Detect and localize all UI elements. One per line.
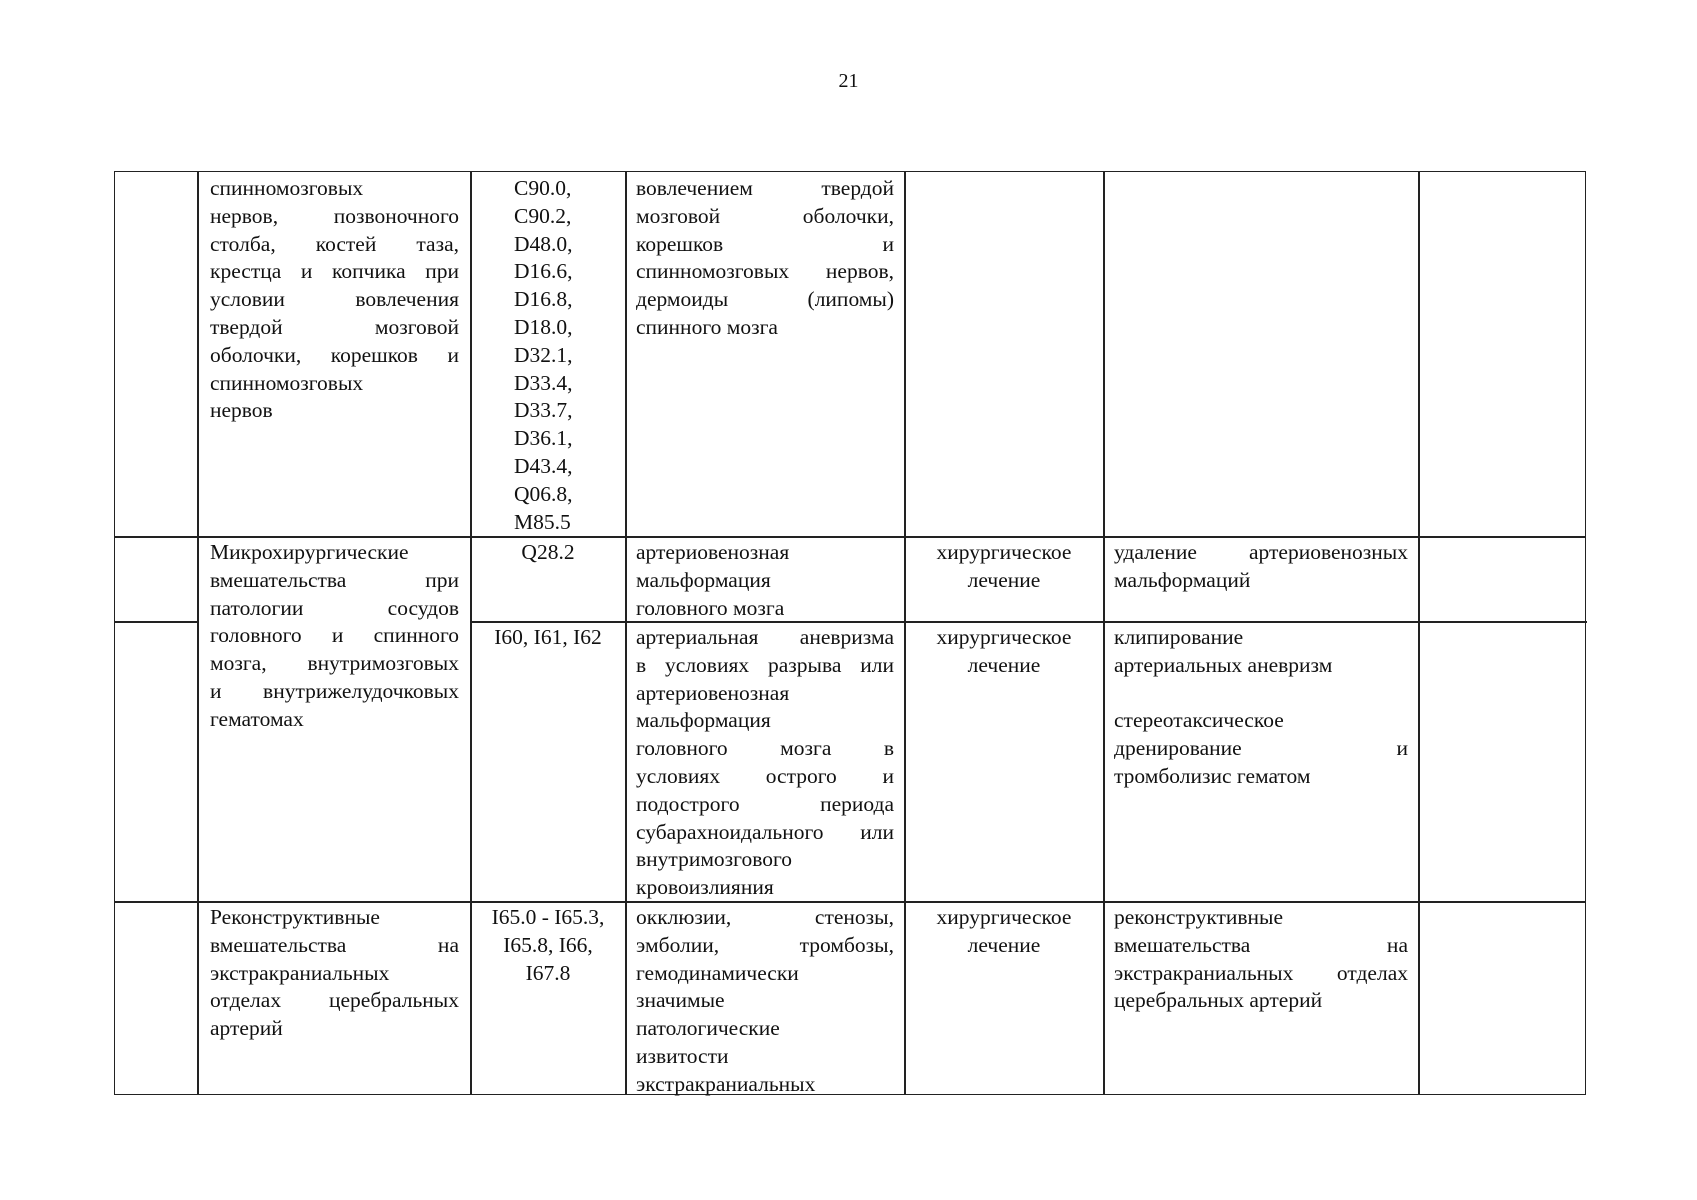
treatment-method-cell: [1114, 904, 1408, 1015]
text-line: вовлечением твердой: [636, 176, 894, 200]
text-line: I67.8: [525, 960, 571, 985]
text-line: головного мозга: [636, 595, 785, 620]
text-line: артериовенозная: [636, 540, 790, 564]
text-line: хирургическое: [936, 540, 1072, 564]
text-line: хирургическое: [936, 625, 1072, 649]
spacer: [1114, 680, 1408, 708]
text-line: условиях острого и: [636, 763, 894, 788]
text-line: субарахноидального или: [636, 819, 894, 844]
text-line: экстракраниальных: [636, 1071, 816, 1096]
text-line: D36.1,: [514, 426, 573, 451]
text-line: корешков и: [636, 231, 894, 256]
treatment-area-cell: [210, 904, 459, 1043]
text-line: экстракраниальных отделах: [1114, 960, 1408, 985]
text-line: внутримозгового: [636, 847, 792, 872]
text-line: значимые: [636, 988, 725, 1013]
text-line: вмешательства при: [210, 567, 459, 592]
text-line: M85.5: [514, 509, 571, 534]
text-line: D18.0,: [514, 314, 573, 339]
text-line: головного мозга в: [636, 736, 894, 761]
icd-codes-cell: [473, 624, 623, 652]
text-line: C90.2,: [514, 203, 572, 228]
text-line: экстракраниальных: [210, 960, 390, 985]
text-line: твердой мозговой: [210, 314, 459, 339]
text-line: D43.4,: [514, 453, 573, 478]
text-line: I65.8, I66,: [503, 932, 593, 957]
text-line: столба, костей таза,: [210, 231, 459, 256]
text-line: I65.0 - I65.3,: [491, 905, 605, 929]
text-line: нервов, позвоночного: [210, 203, 459, 228]
text-line: D16.8,: [514, 287, 573, 312]
text-line: артериовенозная: [636, 680, 790, 705]
text-line: спинномозговых: [210, 370, 364, 395]
text-line: стереотаксическое: [1114, 708, 1284, 733]
text-line: хирургическое: [936, 905, 1072, 929]
text-line: C90.0,: [514, 176, 572, 200]
treatment-method-cell: [1114, 539, 1408, 595]
text-line: клипирование: [1114, 625, 1244, 649]
text-line: головного и спинного: [210, 623, 459, 648]
text-line: подострого периода: [636, 791, 894, 816]
icd-codes-cell: [514, 175, 614, 536]
text-line: Q06.8,: [514, 481, 573, 506]
text-line: спинномозговых нервов,: [636, 259, 894, 284]
text-line: патологические: [636, 1016, 780, 1041]
text-line: вмешательства на: [210, 932, 459, 957]
page-number: 21: [838, 70, 859, 92]
text-line: в условиях разрыва или: [636, 652, 894, 677]
treatment-method-block: [1114, 707, 1408, 790]
treatment-type-cell: [907, 539, 1101, 595]
treatment-area-cell: [210, 539, 459, 734]
col-divider: [1418, 172, 1420, 1094]
text-line: лечение: [967, 567, 1041, 592]
text-line: D33.7,: [514, 398, 573, 423]
text-line: Микрохирургические: [210, 540, 409, 564]
text-line: эмболии, тромбозы,: [636, 932, 894, 957]
text-line: дермоиды (липомы): [636, 287, 894, 312]
text-line: спинномозговых: [210, 176, 364, 200]
text-line: мозговой оболочки,: [636, 203, 894, 228]
text-line: гемодинамически: [636, 960, 799, 985]
text-line: оболочки, корешков и: [210, 342, 459, 367]
text-line: D16.6,: [514, 259, 573, 284]
text-line: лечение: [967, 932, 1041, 957]
treatment-type-cell: [907, 624, 1101, 680]
medical-care-table: [114, 171, 1586, 1095]
text-line: D33.4,: [514, 370, 573, 395]
text-line: артериальных аневризм: [1114, 652, 1333, 677]
text-line: кровоизлияния: [636, 875, 774, 900]
text-line: спинного мозга: [636, 314, 778, 339]
text-line: D32.1,: [514, 342, 573, 367]
text-line: условии вовлечения: [210, 287, 459, 312]
text-line: и внутрижелудочковых: [210, 678, 459, 703]
patient-model-cell: [636, 539, 894, 622]
row-divider: [115, 621, 197, 623]
text-line: мальформация: [636, 567, 771, 592]
patient-model-cell: [636, 175, 894, 342]
text-line: мальформация: [636, 708, 771, 733]
text-line: церебральных артерий: [1114, 988, 1323, 1013]
text-line: нервов: [210, 398, 273, 423]
text-line: артерий: [210, 1016, 283, 1041]
treatment-type-cell: [907, 904, 1101, 960]
treatment-method-cell: [1114, 624, 1408, 791]
row-divider: [115, 536, 1585, 538]
text-line: гематомах: [210, 706, 304, 731]
text-line: мальформаций: [1114, 567, 1251, 592]
col-divider: [1103, 172, 1105, 1094]
icd-codes-cell: [473, 539, 623, 567]
icd-codes-cell: [473, 904, 623, 987]
patient-model-cell: [636, 624, 894, 902]
patient-model-cell: [636, 904, 894, 1099]
text-line: Q28.2: [521, 540, 575, 564]
text-line: вмешательства на: [1114, 932, 1408, 957]
text-line: патологии сосудов: [210, 595, 459, 620]
col-divider: [904, 172, 906, 1094]
text-line: мозга, внутримозговых: [210, 651, 459, 676]
text-line: извитости: [636, 1043, 729, 1068]
text-line: артериальная аневризма: [636, 625, 894, 649]
text-line: крестца и копчика при: [210, 259, 459, 284]
text-line: тромболизис гематом: [1114, 763, 1311, 788]
text-line: отделах церебральных: [210, 988, 459, 1013]
text-line: лечение: [967, 652, 1041, 677]
col-divider: [625, 172, 627, 1094]
col-divider: [197, 172, 199, 1094]
text-line: I60, I61, I62: [494, 625, 602, 649]
col-divider: [470, 172, 472, 1094]
text-line: Реконструктивные: [210, 905, 380, 929]
treatment-method-block: [1114, 624, 1408, 680]
text-line: удаление артериовенозных: [1114, 540, 1408, 564]
text-line: дренирование и: [1114, 736, 1408, 761]
text-line: реконструктивные: [1114, 905, 1284, 929]
treatment-area-cell: [210, 175, 459, 425]
text-line: окклюзии, стенозы,: [636, 905, 894, 929]
text-line: D48.0,: [514, 231, 573, 256]
